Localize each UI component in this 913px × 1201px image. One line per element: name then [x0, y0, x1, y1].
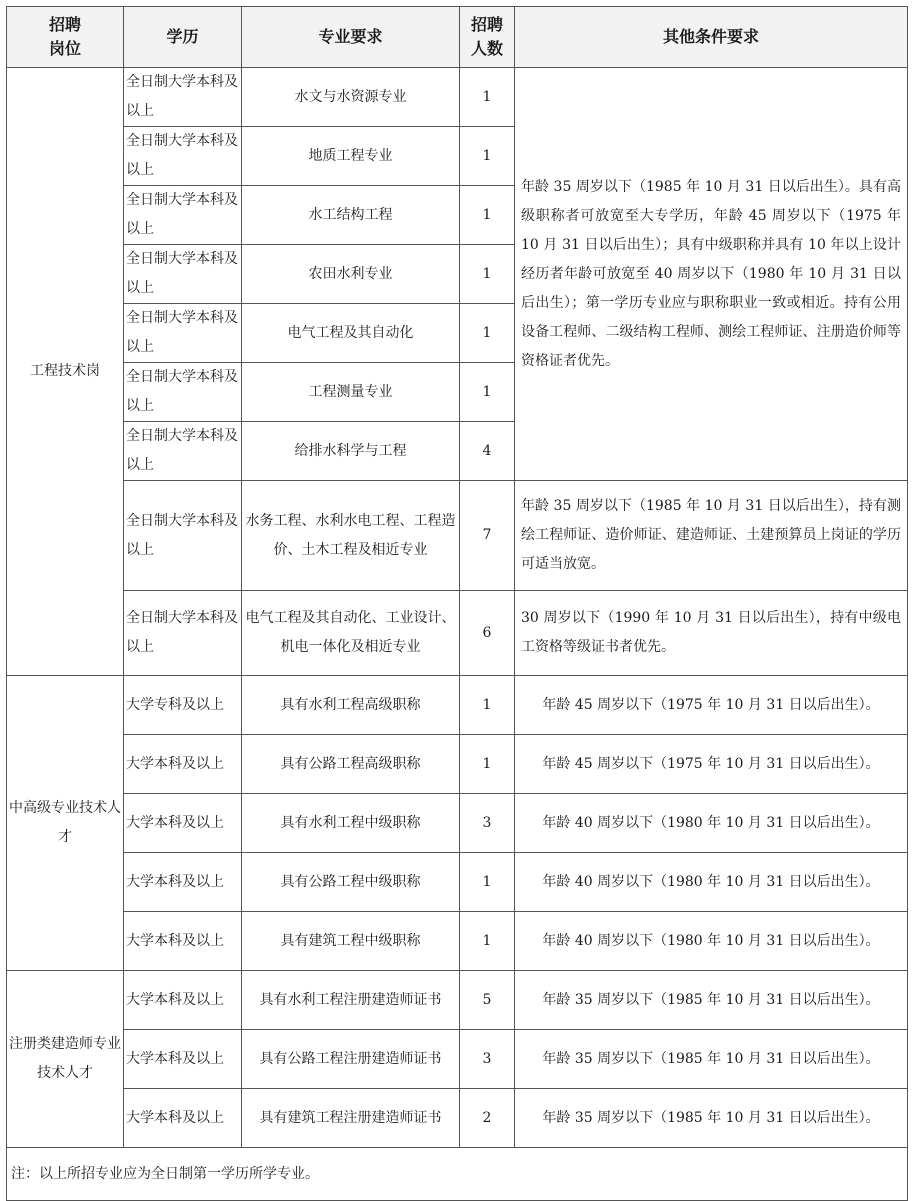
header-major: 专业要求: [242, 7, 460, 68]
condition-cell: 年龄 35 周岁以下（1985 年 10 月 31 日以后出生）。: [515, 1030, 908, 1089]
recruitment-table: [6, 6, 908, 1201]
count-cell: 1: [460, 304, 515, 363]
count-cell: 5: [460, 971, 515, 1030]
note-row: [7, 1148, 908, 1201]
major-cell: 具有水利工程高级职称: [242, 676, 460, 735]
condition-cell: 年龄 40 周岁以下（1980 年 10 月 31 日以后出生）。: [515, 853, 908, 912]
major-cell: 水务工程、水利水电工程、工程造价、土木工程及相近专业: [242, 481, 460, 591]
table-row: [7, 853, 908, 912]
condition-cell: 年龄 45 周岁以下（1975 年 10 月 31 日以后出生）。: [515, 735, 908, 794]
count-cell: 3: [460, 794, 515, 853]
count-cell: 2: [460, 1089, 515, 1148]
education-cell: 全日制大学本科及以上: [124, 127, 242, 186]
count-cell: 1: [460, 186, 515, 245]
condition-cell: 年龄 35 周岁以下（1985 年 10 月 31 日以后出生）。: [515, 1089, 908, 1148]
education-cell: 全日制大学本科及以上: [124, 422, 242, 481]
note-text: 注：以上所招专业应为全日制第一学历所学专业。: [7, 1148, 908, 1201]
condition-cell: 年龄 35 周岁以下（1985 年 10 月 31 日以后出生）。: [515, 971, 908, 1030]
condition-cell: 年龄 40 周岁以下（1980 年 10 月 31 日以后出生）。: [515, 794, 908, 853]
count-cell: 1: [460, 363, 515, 422]
education-cell: 全日制大学本科及以上: [124, 186, 242, 245]
count-cell: 3: [460, 1030, 515, 1089]
count-cell: 1: [460, 735, 515, 794]
major-cell: 具有水利工程中级职称: [242, 794, 460, 853]
group-name: 中高级专业技术人才: [7, 676, 124, 971]
education-cell: 全日制大学本科及以上: [124, 481, 242, 591]
header-education: 学历: [124, 7, 242, 68]
table-row: [7, 794, 908, 853]
table-row: [7, 676, 908, 735]
major-cell: 给排水科学与工程: [242, 422, 460, 481]
major-cell: 具有水利工程注册建造师证书: [242, 971, 460, 1030]
count-cell: 4: [460, 422, 515, 481]
major-cell: 水文与水资源专业: [242, 68, 460, 127]
education-cell: 大学本科及以上: [124, 1030, 242, 1089]
major-cell: 电气工程及其自动化、工业设计、机电一体化及相近专业: [242, 591, 460, 676]
table-row: [7, 971, 908, 1030]
major-cell: 工程测量专业: [242, 363, 460, 422]
count-cell: 1: [460, 127, 515, 186]
table-row: [7, 68, 908, 127]
table-row: [7, 591, 908, 676]
education-cell: 全日制大学本科及以上: [124, 245, 242, 304]
table-header-row: [7, 7, 908, 68]
major-cell: 具有建筑工程中级职称: [242, 912, 460, 971]
major-cell: 具有建筑工程注册建造师证书: [242, 1089, 460, 1148]
count-cell: 1: [460, 853, 515, 912]
table-row: [7, 912, 908, 971]
group-name: 工程技术岗: [7, 68, 124, 676]
education-cell: 大学本科及以上: [124, 971, 242, 1030]
condition-cell: 30 周岁以下（1990 年 10 月 31 日以后出生），持有中级电工资格等级证书者优先。: [515, 591, 908, 676]
count-cell: 6: [460, 591, 515, 676]
major-cell: 电气工程及其自动化: [242, 304, 460, 363]
education-cell: 大学本科及以上: [124, 912, 242, 971]
education-cell: 全日制大学本科及以上: [124, 68, 242, 127]
major-cell: 农田水利专业: [242, 245, 460, 304]
education-cell: 大学本科及以上: [124, 794, 242, 853]
table-row: [7, 481, 908, 591]
major-cell: 水工结构工程: [242, 186, 460, 245]
major-cell: 具有公路工程注册建造师证书: [242, 1030, 460, 1089]
condition-cell: 年龄 40 周岁以下（1980 年 10 月 31 日以后出生）。: [515, 912, 908, 971]
header-conditions: 其他条件要求: [515, 7, 908, 68]
count-cell: 7: [460, 481, 515, 591]
major-cell: 具有公路工程中级职称: [242, 853, 460, 912]
count-cell: 1: [460, 245, 515, 304]
group-name: 注册类建造师专业技术人才: [7, 971, 124, 1148]
table-row: [7, 1089, 908, 1148]
count-cell: 1: [460, 912, 515, 971]
major-cell: 具有公路工程高级职称: [242, 735, 460, 794]
count-cell: 1: [460, 676, 515, 735]
education-cell: 全日制大学本科及以上: [124, 304, 242, 363]
major-cell: 地质工程专业: [242, 127, 460, 186]
education-cell: 大学专科及以上: [124, 676, 242, 735]
condition-cell: 年龄 45 周岁以下（1975 年 10 月 31 日以后出生）。: [515, 676, 908, 735]
condition-cell: 年龄 35 周岁以下（1985 年 10 月 31 日以后出生），持有测绘工程师证、造价师证、建造师证、土建预算员上岗证的学历可适当放宽。: [515, 481, 908, 591]
education-cell: 大学本科及以上: [124, 853, 242, 912]
education-cell: 大学本科及以上: [124, 1089, 242, 1148]
education-cell: 大学本科及以上: [124, 735, 242, 794]
header-position: 招聘 岗位: [7, 7, 124, 68]
table-row: [7, 1030, 908, 1089]
count-cell: 1: [460, 68, 515, 127]
condition-cell: 年龄 35 周岁以下（1985 年 10 月 31 日以后出生）。具有高级职称者可放宽至大专学历，年龄 45 周岁以下（1975 年 10 月 31 日以后出生）；具有中级职称并具有 10 年以上设计经历者年龄可放宽至 40 周岁以下（1980 年 10 月 31 日以后出生）；第一学历专业应与职称职业一致或相近。持有公用设备工程师、二级结构工程师、测绘工程师证、注册造价师等资格证者优先。: [515, 68, 908, 481]
table-row: [7, 735, 908, 794]
education-cell: 全日制大学本科及以上: [124, 591, 242, 676]
header-count: 招聘 人数: [460, 7, 515, 68]
education-cell: 全日制大学本科及以上: [124, 363, 242, 422]
